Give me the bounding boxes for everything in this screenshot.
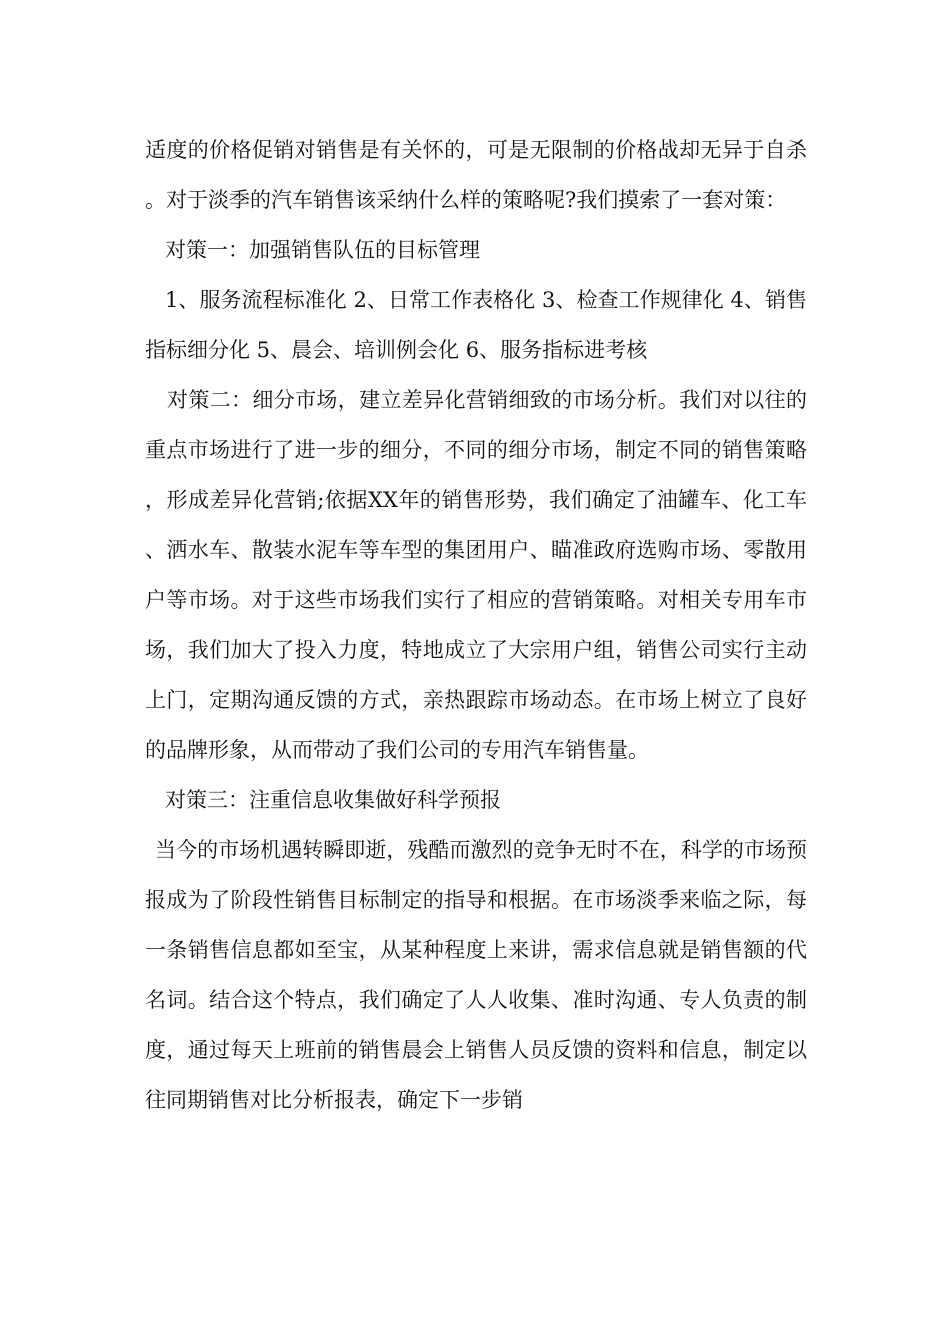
paragraph-strategy-three: 当今的市场机遇转瞬即逝，残酷而激烈的竞争无时不在，科学的市场预报成为了阶段性销售目标制定的指导和根据。在市场淡季来临之际，每一条销售信息都如至宝，从某种程度上来讲，需求信息就是销售额的代名词。结合这个特点，我们确定了人人收集、准时沟通、专人负责的制度，通过每天上班前的销售晨会上销售人员反馈的资料和信息，制定以往同期销售对比分析报表，确定下一步销 [145, 838, 807, 1112]
paragraph-intro: 适度的价格促销对销售是有关怀的，可是无限制的价格战却无异于自杀。对于淡季的汽车销售该采纳什么样的策略呢?我们摸索了一套对策： [145, 138, 807, 212]
document-body [145, 125, 807, 1125]
heading-strategy-one: 对策一：加强销售队伍的目标管理 [165, 238, 480, 262]
paragraph-strategy-one-list: 1、服务流程标准化 2、日常工作表格化 3、检查工作规律化 4、销售指标细分化 5、晨会、培训例会化 6、服务指标进考核 [145, 288, 807, 362]
heading-strategy-three: 对策三：注重信息收集做好科学预报 [165, 788, 501, 812]
paragraph-strategy-two: 对策二：细分市场，建立差异化营销细致的市场分析。我们对以往的重点市场进行了进一步的细分，不同的细分市场，制定不同的销售策略，形成差异化营销;依据XX年的销售形势，我们确定了油罐车、化工车、洒水车、散装水泥车等车型的集团用户、瞄准政府选购市场、零散用户等市场。对于这些市场我们实行了相应的营销策略。对相关专用车市场，我们加大了投入力度，特地成立了大宗用户组，销售公司实行主动上门，定期沟通反馈的方式，亲热跟踪市场动态。在市场上树立了良好的品牌形象，从而带动了我们公司的专用汽车销售量。 [145, 388, 807, 762]
